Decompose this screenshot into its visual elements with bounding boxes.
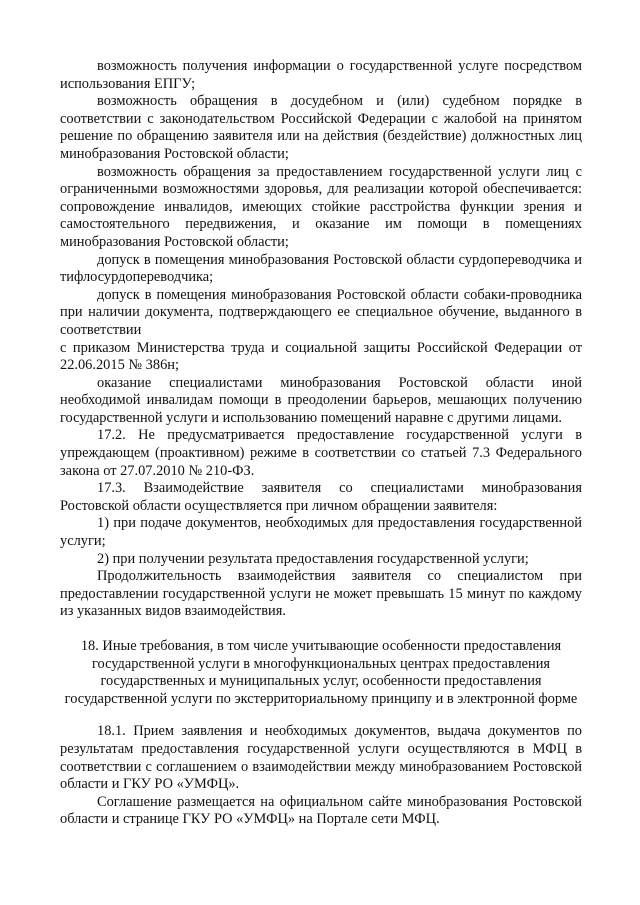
document-page	[60, 58, 582, 829]
paragraph: допуск в помещения минобразования Ростовской области собаки-проводника при наличии документа, подтверждающего ее специальное обучение, выданного в соответствии	[60, 286, 582, 338]
paragraph: 18.1. Прием заявления и необходимых документов, выдача документов по результатам предоставления государственной услуги осуществляются в МФЦ в соответствии с соглашением о взаимодействии между минобразованием Ростовской области и ГКУ РО «УМФЦ».	[60, 723, 582, 793]
heading-line: государственной услуги в многофункциональных центрах предоставления	[91, 655, 551, 672]
paragraph: 2) при получении результата предоставления государственной услуги;	[97, 550, 529, 567]
paragraph: с приказом Министерства труда и социальной защиты Российской Федерации от 22.06.2015 № 386н;	[60, 339, 582, 374]
paragraph: Продолжительность взаимодействия заявителя со специалистом при предоставлении государственной услуги не может превышать 15 минут по каждому из указанных видов взаимодействия.	[60, 568, 582, 620]
paragraph: 1) при подаче документов, необходимых для предоставления государственной услуги;	[60, 515, 582, 550]
heading-line: государственной услуги по экстерриториальному принципу и в электронной форме	[64, 690, 578, 707]
paragraph: возможность обращения в досудебном и (или) судебном порядке в соответствии с законодательством Российской Федерации с жалобой на принятом решение по обращению заявителя или на действия (бездействие) должностных лиц минобразования Ростовской области;	[60, 93, 582, 162]
heading-line: 18. Иные требования, в том числе учитывающие особенности предоставления	[80, 638, 562, 654]
heading-gap	[60, 708, 582, 723]
paragraph: оказание специалистами минобразования Ростовской области иной необходимой инвалидам помощи в преодолении барьеров, мешающих получению государственной услуги и использованию помещений наравне с другими лицами.	[60, 374, 582, 426]
paragraph: 17.2. Не предусматривается предоставление государственной услуги в упреждающем (проактивном) режиме в соответствии со статьей 7.3 Федерального закона от 27.07.2010 № 210-ФЗ.	[60, 427, 582, 479]
paragraph: Соглашение размещается на официальном сайте минобразования Ростовской области и странице ГКУ РО «УМФЦ» на Портале сети МФЦ.	[60, 793, 582, 828]
paragraph: возможность обращения за предоставлением государственной услуги лиц с ограниченными возможностями здоровья, для реализации которой обеспечивается: сопровождение инвалидов, имеющих стойкие расстройства функции зрения и самостоятельного передвижения, и оказание им помощи в помещениях минобразования Ростовской области;	[60, 163, 582, 250]
paragraph: возможность получения информации о государственной услуге посредством использования ЕПГУ;	[60, 58, 582, 92]
paragraph: допуск в помещения минобразования Ростовской области сурдопереводчика и тифлосурдопереводчика;	[60, 251, 582, 286]
section-heading-18	[60, 638, 582, 708]
section-gap	[60, 621, 582, 638]
paragraph: 17.3. Взаимодействие заявителя со специалистами минобразования Ростовской области осуществляется при личном обращении заявителя:	[60, 480, 582, 514]
heading-line: государственных и муниципальных услуг, особенности предоставления	[100, 673, 542, 690]
body-section-top	[60, 58, 582, 621]
body-section-bottom	[60, 723, 582, 829]
